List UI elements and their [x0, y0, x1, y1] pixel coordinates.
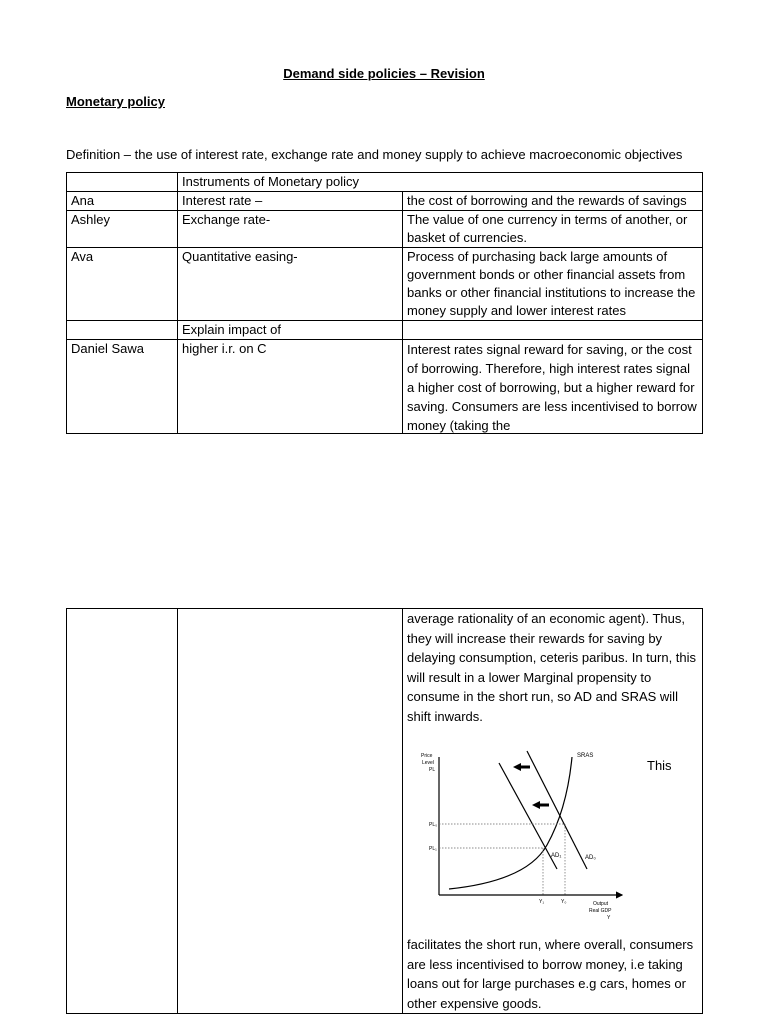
- section-heading: Monetary policy: [66, 94, 165, 109]
- table-cell-empty: [67, 173, 178, 192]
- monetary-policy-table: [66, 172, 703, 434]
- monetary-policy-table-continued: [66, 608, 703, 1014]
- ad-sras-diagram: [417, 745, 637, 927]
- instrument: Exchange rate-: [178, 211, 403, 248]
- shift-left-arrow: [532, 801, 549, 809]
- ad1-label: AD₁: [551, 853, 562, 859]
- document-title: Demand side policies – Revision: [283, 66, 485, 81]
- y-axis-label: Level: [422, 760, 434, 766]
- y-axis-label: PL: [429, 767, 436, 773]
- shift-left-arrow: [513, 763, 530, 771]
- table-row: [67, 192, 703, 211]
- table-row: [67, 211, 703, 248]
- x-axis-label: Output: [593, 901, 609, 907]
- ad0-curve: [527, 751, 587, 869]
- table-row: [67, 609, 703, 1014]
- y-axis-label: Price: [421, 753, 433, 759]
- table-header-row: [67, 173, 703, 192]
- definition-text: Definition – the use of interest rate, exchange rate and money supply to achieve macroeconomic objectives: [66, 147, 683, 162]
- table-cell-empty: [67, 321, 178, 340]
- answer-text-part2: average rationality of an economic agent). Thus, they will increase their rewards for saving by delaying consumption, ceteris paribus. In turn, this will result in a lower Marginal propensity to consume in the short run, so AD and SRAS will shift inwards.: [407, 611, 697, 724]
- y1-label: Y₁: [539, 899, 545, 905]
- student-name: Ashley: [67, 211, 178, 248]
- explain-header: Explain impact of: [178, 321, 403, 340]
- table-cell-empty: [403, 321, 703, 340]
- answer-text-part1: Interest rates signal reward for saving, or the cost of borrowing. Therefore, high interest rates signal a higher cost of borrowing, but a higher reward for saving. Consumers are less incentivised to borrow money (taking the: [407, 342, 697, 433]
- ad1-curve: [499, 763, 557, 869]
- student-name: Ana: [67, 192, 178, 211]
- x-axis-label: Y: [607, 915, 611, 921]
- ad0-label: AD₀: [585, 855, 596, 861]
- sras-curve: [449, 757, 572, 889]
- table-row: [67, 321, 703, 340]
- student-name: Ava: [67, 248, 178, 321]
- answer-text-this: This: [647, 758, 672, 773]
- table-row: [67, 340, 703, 434]
- description: Process of purchasing back large amounts of government bonds or other financial assets from banks or other financial institutions to increase the money supply and lower interest rates: [403, 248, 703, 321]
- pl0-label: PL₀: [429, 822, 438, 828]
- explain-prompt: higher i.r. on C: [178, 340, 403, 434]
- table-row: [67, 248, 703, 321]
- student-name: Daniel Sawa: [67, 340, 178, 434]
- answer-cell: [403, 609, 703, 1014]
- x-axis-label: Real GDP: [589, 908, 612, 914]
- description: The value of one currency in terms of another, or basket of currencies.: [403, 211, 703, 248]
- y0-label: Y₀: [561, 899, 567, 905]
- answer-text-part3: facilitates the short run, where overall, consumers are less incentivised to borrow money, i.e taking loans out for large purchases e.g cars, homes or other expensive goods.: [407, 937, 694, 1011]
- answer-cell: [403, 340, 703, 434]
- pl1-label: PL₁: [429, 846, 437, 852]
- sras-label: SRAS: [577, 753, 594, 759]
- table-header: Instruments of Monetary policy: [178, 173, 703, 192]
- table-cell-empty: [67, 609, 178, 1014]
- instrument: Quantitative easing-: [178, 248, 403, 321]
- ad-sras-graph: [407, 745, 698, 927]
- instrument: Interest rate –: [178, 192, 403, 211]
- table-cell-empty: [178, 609, 403, 1014]
- description: the cost of borrowing and the rewards of savings: [403, 192, 703, 211]
